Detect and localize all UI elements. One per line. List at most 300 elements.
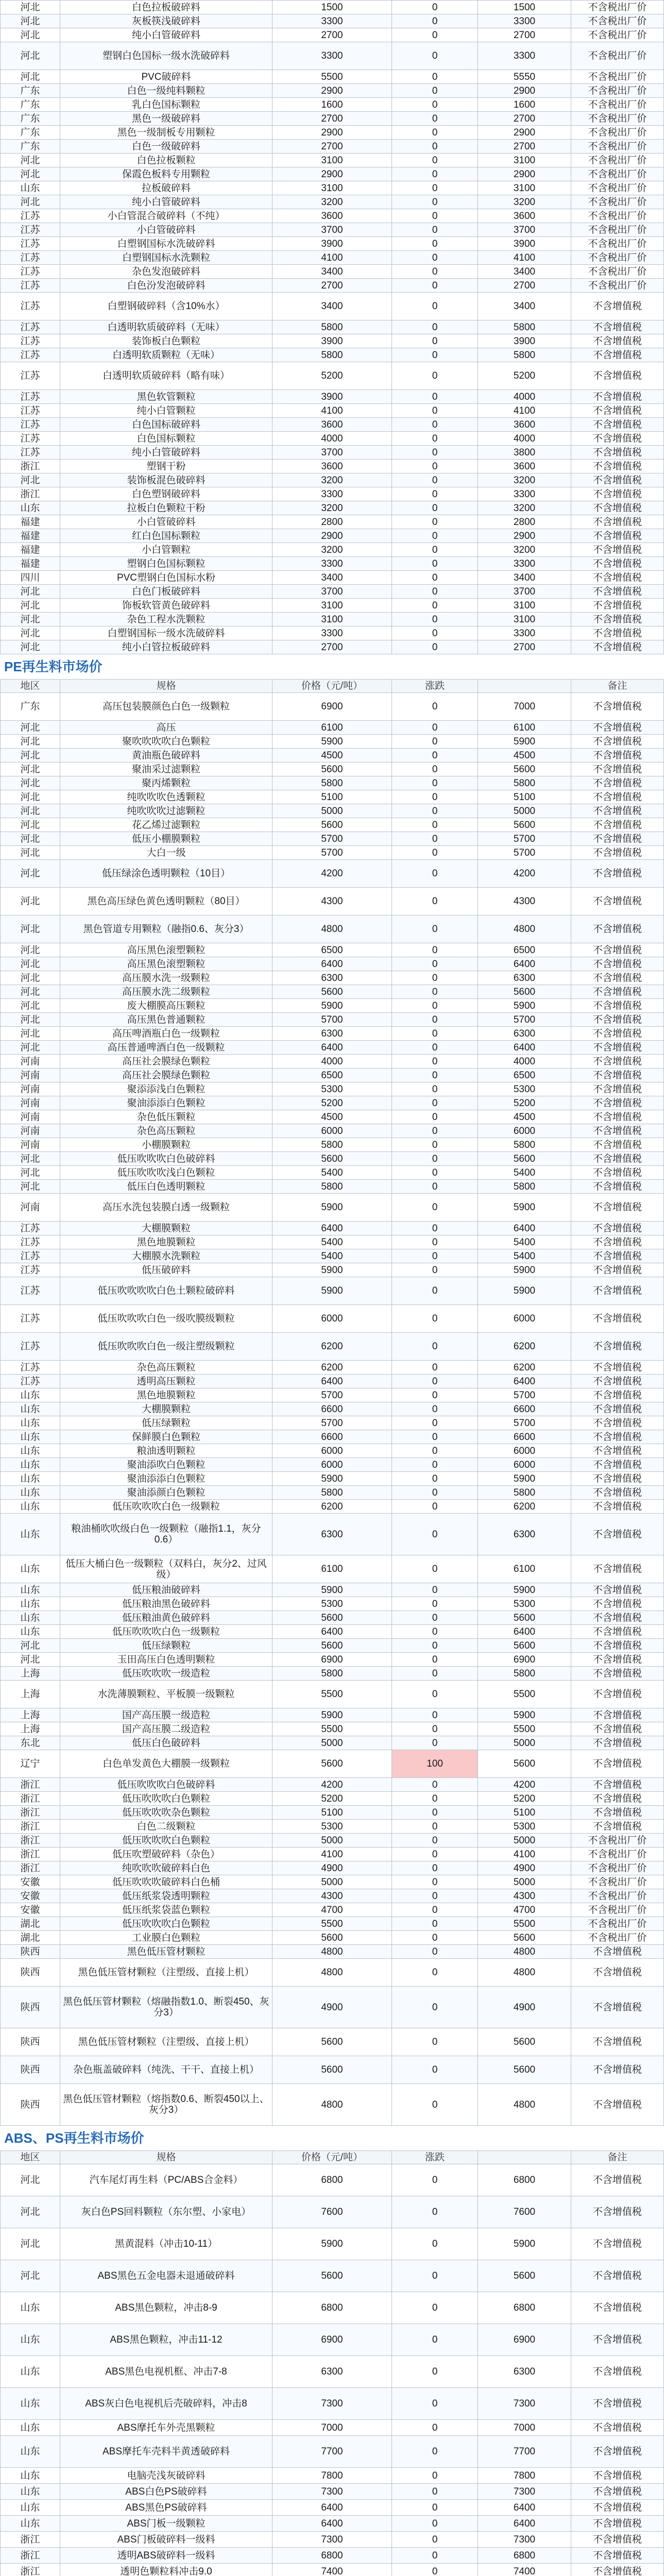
cell-price: 6200 <box>273 1361 392 1375</box>
cell-change: 0 <box>391 2420 478 2436</box>
cell-spec: 杂色瓶盖破碎料（纯洗、干干、直接上机） <box>60 2056 272 2084</box>
table-row <box>1 1945 664 1959</box>
cell-remark: 不含增值税 <box>571 1444 663 1458</box>
cell-price-prev: 3700 <box>478 223 571 237</box>
cell-price: 5100 <box>273 790 392 804</box>
cell-price: 2700 <box>273 279 392 293</box>
table-row <box>1 790 664 804</box>
cell-region: 河北 <box>1 585 60 599</box>
cell-price: 3300 <box>273 557 392 571</box>
cell-spec: 高压膜水洗二级颗粒 <box>60 985 272 999</box>
cell-remark: 不含增值税 <box>571 1222 663 1235</box>
table-row <box>1 1263 664 1277</box>
cell-price-prev: 5400 <box>478 1249 571 1263</box>
table-row <box>1 223 664 237</box>
cell-price-prev: 5600 <box>478 1639 571 1653</box>
cell-price-prev: 5600 <box>478 818 571 832</box>
cell-change: 0 <box>391 846 478 860</box>
cell-price: 2900 <box>273 167 392 181</box>
cell-change: 0 <box>391 735 478 749</box>
cell-remark: 不含增值税 <box>571 693 663 721</box>
cell-change: 0 <box>391 1027 478 1041</box>
cell-region: 浙江 <box>1 1861 60 1875</box>
cell-price-prev: 5550 <box>478 70 571 84</box>
cell-remark: 不含增值税 <box>571 1667 663 1681</box>
cell-region: 河南 <box>1 1096 60 1110</box>
cell-spec: ABS黑色颗粒，冲击11-12 <box>60 2324 272 2356</box>
cell-price: 6400 <box>273 1041 392 1055</box>
cell-price-prev: 6600 <box>478 1430 571 1444</box>
cell-remark: 不含增值税 <box>571 1138 663 1152</box>
cell-price: 3600 <box>273 418 392 432</box>
cell-remark: 不含税出厂价 <box>571 181 663 195</box>
cell-spec: 灰板筷浅破碎料 <box>60 14 272 28</box>
cell-price-prev: 2800 <box>478 515 571 529</box>
cell-price-prev: 4000 <box>478 1055 571 1069</box>
cell-change: 0 <box>391 1444 478 1458</box>
cell-change: 0 <box>391 1096 478 1110</box>
table-row <box>1 846 664 860</box>
cell-remark: 不含增值税 <box>571 846 663 860</box>
cell-price-prev: 4900 <box>478 1987 571 2028</box>
cell-price: 3900 <box>273 334 392 348</box>
cell-price: 4100 <box>273 251 392 265</box>
cell-price: 5200 <box>273 1792 392 1806</box>
cell-region: 浙江 <box>1 460 60 473</box>
table-row <box>1 28 664 42</box>
table-row <box>1 1555 664 1583</box>
cell-change: 0 <box>391 888 478 916</box>
cell-change: 0 <box>391 237 478 251</box>
cell-price: 5900 <box>273 1194 392 1222</box>
table-row <box>1 501 664 515</box>
cell-price-prev: 3300 <box>478 487 571 501</box>
table-row <box>1 1875 664 1889</box>
cell-spec: 黑色低压管材颗粒 <box>60 1945 272 1959</box>
table-row <box>1 693 664 721</box>
cell-change: 0 <box>391 804 478 818</box>
cell-price-prev: 3600 <box>478 209 571 223</box>
cell-price: 5900 <box>273 1472 392 1486</box>
cell-spec: 小白管颗粒 <box>60 543 272 557</box>
cell-spec: 低压纸浆袋蓝色颗粒 <box>60 1903 272 1917</box>
cell-change: 0 <box>391 1055 478 1069</box>
table-row <box>1 999 664 1013</box>
table-row <box>1 1625 664 1639</box>
cell-remark: 不含增值税 <box>571 1653 663 1667</box>
cell-remark: 不含增值税 <box>571 626 663 640</box>
cell-price: 4100 <box>273 1848 392 1861</box>
cell-price: 5900 <box>273 999 392 1013</box>
cell-remark: 不含增值税 <box>571 971 663 985</box>
cell-region: 江苏 <box>1 446 60 460</box>
table-row <box>1 167 664 181</box>
cell-change: 0 <box>391 1708 478 1722</box>
header-remark: 备注 <box>571 680 663 693</box>
cell-remark: 不含增值税 <box>571 2500 663 2516</box>
cell-price: 4300 <box>273 1889 392 1903</box>
cell-price-prev: 5900 <box>478 999 571 1013</box>
cell-spec: 低压纸浆袋透明颗粒 <box>60 1889 272 1903</box>
cell-change: 0 <box>391 1987 478 2028</box>
cell-price-prev: 4100 <box>478 1848 571 1861</box>
cell-price-prev: 7600 <box>478 2196 571 2228</box>
cell-region: 福建 <box>1 543 60 557</box>
cell-spec: 低压白色透明颗粒 <box>60 1180 272 1194</box>
cell-spec: 乳白色国标颗粒 <box>60 98 272 112</box>
cell-change: 0 <box>391 1235 478 1249</box>
cell-change: 0 <box>391 1 478 14</box>
table-row <box>1 776 664 790</box>
cell-price: 4200 <box>273 860 392 888</box>
cell-region: 上海 <box>1 1708 60 1722</box>
cell-remark: 不含增值税 <box>571 2564 663 2576</box>
table-row <box>1 2420 664 2436</box>
cell-spec: 透明高压颗粒 <box>60 1375 272 1388</box>
cell-spec: 低压吹吹吹白色一级颗粒 <box>60 1500 272 1514</box>
cell-region: 河北 <box>1 1013 60 1027</box>
cell-price: 6900 <box>273 693 392 721</box>
cell-spec: 高压黑色滚塑颗粒 <box>60 943 272 957</box>
table-row <box>1 362 664 390</box>
cell-remark: 不含增值税 <box>571 2532 663 2548</box>
cell-region: 江苏 <box>1 1263 60 1277</box>
cell-region: 河北 <box>1 776 60 790</box>
cell-region: 江苏 <box>1 223 60 237</box>
cell-spec: 国产高压膜二级造粒 <box>60 1722 272 1736</box>
cell-price-prev: 5700 <box>478 1013 571 1027</box>
cell-region: 河北 <box>1 1166 60 1180</box>
cell-remark: 不含税出厂价 <box>571 1931 663 1945</box>
cell-price: 5400 <box>273 1249 392 1263</box>
cell-region: 河北 <box>1 860 60 888</box>
cell-remark: 不含税出厂价 <box>571 265 663 279</box>
cell-spec: 低压绿涂色透明颗粒（10目） <box>60 860 272 888</box>
cell-price: 6800 <box>273 2292 392 2324</box>
cell-change: 0 <box>391 971 478 985</box>
cell-change: 0 <box>391 1861 478 1875</box>
cell-price: 5700 <box>273 1388 392 1402</box>
table-row <box>1 762 664 776</box>
cell-remark: 不含税出厂价 <box>571 279 663 293</box>
cell-remark: 不含增值税 <box>571 1277 663 1305</box>
cell-change: 0 <box>391 1834 478 1848</box>
cell-spec: 白色国标破碎料 <box>60 418 272 432</box>
cell-spec: 黑色地膜颗粒 <box>60 1388 272 1402</box>
cell-price: 6000 <box>273 1305 392 1333</box>
cell-remark: 不含增值税 <box>571 2164 663 2196</box>
table-row <box>1 1736 664 1750</box>
cell-remark: 不含增值税 <box>571 1013 663 1027</box>
cell-change: 0 <box>391 1402 478 1416</box>
cell-price: 5600 <box>273 2260 392 2292</box>
header-price-prev <box>478 680 571 693</box>
table-row <box>1 2532 664 2548</box>
cell-remark: 不含增值税 <box>571 721 663 735</box>
cell-spec: 拉板白色颗粒干粉 <box>60 501 272 515</box>
cell-price-prev: 4800 <box>478 1945 571 1959</box>
cell-region: 江苏 <box>1 279 60 293</box>
cell-price-prev: 7300 <box>478 2388 571 2420</box>
cell-region: 广东 <box>1 140 60 154</box>
cell-price-prev: 6100 <box>478 1555 571 1583</box>
cell-region: 河南 <box>1 1194 60 1222</box>
cell-price-prev: 2900 <box>478 84 571 98</box>
cell-region: 河北 <box>1 846 60 860</box>
cell-price: 3300 <box>273 487 392 501</box>
table-row <box>1 971 664 985</box>
cell-spec: 低压吹吹吹白色破碎料 <box>60 1152 272 1166</box>
cell-region: 江苏 <box>1 334 60 348</box>
cell-price-prev: 4200 <box>478 1778 571 1792</box>
cell-price: 3900 <box>273 390 392 404</box>
cell-spec: 纯小白管拉板破碎料 <box>60 640 272 654</box>
cell-region: 江苏 <box>1 1222 60 1235</box>
cell-spec: 花乙烯过滤颗粒 <box>60 818 272 832</box>
cell-price-prev: 3100 <box>478 599 571 613</box>
cell-price: 5800 <box>273 348 392 362</box>
cell-change: 0 <box>391 1375 478 1388</box>
cell-remark: 不含增值税 <box>571 293 663 320</box>
table-row <box>1 1180 664 1194</box>
cell-change: 0 <box>391 1722 478 1736</box>
cell-price: 5600 <box>273 985 392 999</box>
cell-price: 5900 <box>273 1263 392 1277</box>
cell-spec: 低压吹吹吹白色破碎料 <box>60 1778 272 1792</box>
cell-change: 0 <box>391 460 478 473</box>
cell-spec: 低压吹吹吹白色颗粒 <box>60 1792 272 1806</box>
table-row <box>1 84 664 98</box>
cell-price: 6400 <box>273 1222 392 1235</box>
cell-price-prev: 2900 <box>478 126 571 140</box>
cell-price: 6600 <box>273 1402 392 1416</box>
cell-price-prev: 5600 <box>478 762 571 776</box>
cell-spec: 杂色发泡破碎料 <box>60 265 272 279</box>
cell-price: 4800 <box>273 916 392 943</box>
cell-remark: 不含增值税 <box>571 1792 663 1806</box>
table-row <box>1 1820 664 1834</box>
cell-price: 4000 <box>273 1055 392 1069</box>
cell-price-prev: 6800 <box>478 2292 571 2324</box>
cell-remark: 不含增值税 <box>571 1041 663 1055</box>
cell-region: 河北 <box>1 888 60 916</box>
cell-remark: 不含增值税 <box>571 585 663 599</box>
cell-change: 0 <box>391 320 478 334</box>
cell-price: 4000 <box>273 432 392 446</box>
cell-spec: 白色汾发泡破碎料 <box>60 279 272 293</box>
cell-remark: 不含增值税 <box>571 2056 663 2084</box>
cell-change: 0 <box>391 1667 478 1681</box>
cell-region: 江苏 <box>1 209 60 223</box>
cell-spec: 白透明软质破碎料（略有味） <box>60 362 272 390</box>
cell-price-prev: 6900 <box>478 1653 571 1667</box>
table-row <box>1 1500 664 1514</box>
cell-change: 0 <box>391 762 478 776</box>
cell-region: 浙江 <box>1 487 60 501</box>
table-row <box>1 2484 664 2500</box>
cell-price-prev: 5200 <box>478 1096 571 1110</box>
cell-remark: 不含增值税 <box>571 446 663 460</box>
cell-price: 3400 <box>273 571 392 585</box>
cell-spec: 水洗薄膜颗粒、平板膜一级颗粒 <box>60 1681 272 1708</box>
cell-region: 河北 <box>1 790 60 804</box>
cell-change: 0 <box>391 362 478 390</box>
cell-change: 0 <box>391 432 478 446</box>
cell-region: 河北 <box>1 2228 60 2260</box>
table-row <box>1 265 664 279</box>
cell-price: 6300 <box>273 1514 392 1555</box>
cell-remark: 不含增值税 <box>571 2548 663 2564</box>
cell-price: 5800 <box>273 1486 392 1500</box>
cell-change: 0 <box>391 2056 478 2084</box>
cell-change: 0 <box>391 28 478 42</box>
cell-region: 四川 <box>1 571 60 585</box>
table-row <box>1 154 664 167</box>
cell-price: 5500 <box>273 1917 392 1931</box>
cell-change: 0 <box>391 209 478 223</box>
cell-remark: 不含增值税 <box>571 1180 663 1194</box>
cell-region: 河北 <box>1 599 60 613</box>
cell-region: 山东 <box>1 501 60 515</box>
cell-spec: 纯吹吹吹破碎料白色 <box>60 1861 272 1875</box>
cell-spec: 白塑钢国标一级水洗破碎料 <box>60 626 272 640</box>
cell-region: 河北 <box>1 721 60 735</box>
cell-spec: 粮油透明颗粒 <box>60 1444 272 1458</box>
cell-region: 福建 <box>1 529 60 543</box>
cell-price-prev: 3200 <box>478 473 571 487</box>
cell-price: 2900 <box>273 529 392 543</box>
cell-region: 江苏 <box>1 432 60 446</box>
cell-spec: 拉板破碎料 <box>60 181 272 195</box>
cell-price-prev: 3100 <box>478 181 571 195</box>
cell-region: 河北 <box>1 1041 60 1055</box>
cell-region: 河北 <box>1 762 60 776</box>
cell-remark: 不含增值税 <box>571 1583 663 1597</box>
cell-price-prev: 4800 <box>478 916 571 943</box>
cell-spec: 纯小白管破碎料 <box>60 28 272 42</box>
cell-region: 河北 <box>1 14 60 28</box>
cell-change: 0 <box>391 1305 478 1333</box>
cell-change: 0 <box>391 2228 478 2260</box>
cell-region: 江苏 <box>1 390 60 404</box>
cell-remark: 不含增值税 <box>571 1082 663 1096</box>
cell-region: 江苏 <box>1 1305 60 1333</box>
cell-spec: 白色二级颗粒 <box>60 1820 272 1834</box>
cell-change: 0 <box>391 112 478 126</box>
header-price: 价格（元/吨） <box>273 2151 392 2164</box>
cell-price: 4800 <box>273 1945 392 1959</box>
cell-region: 江苏 <box>1 1375 60 1388</box>
table-row <box>1 1486 664 1500</box>
cell-remark: 不含增值税 <box>571 999 663 1013</box>
cell-change: 0 <box>391 529 478 543</box>
table-row <box>1 1305 664 1333</box>
cell-price: 5700 <box>273 1416 392 1430</box>
cell-region: 河北 <box>1 195 60 209</box>
cell-region: 河北 <box>1 626 60 640</box>
cell-price: 3300 <box>273 14 392 28</box>
cell-price-prev: 4700 <box>478 1903 571 1917</box>
cell-remark: 不含增值税 <box>571 557 663 571</box>
cell-spec: 低压吹塑破碎料（杂色） <box>60 1848 272 1861</box>
cell-remark: 不含增值税 <box>571 1235 663 1249</box>
cell-remark: 不含增值税 <box>571 860 663 888</box>
table-row <box>1 2164 664 2196</box>
cell-remark: 不含增值税 <box>571 1987 663 2028</box>
cell-price-prev: 3300 <box>478 14 571 28</box>
cell-change: 0 <box>391 1625 478 1639</box>
table-row <box>1 140 664 154</box>
cell-price-prev: 3300 <box>478 42 571 70</box>
table-row <box>1 1903 664 1917</box>
cell-spec: 白色塑钢破碎料 <box>60 487 272 501</box>
cell-region: 河北 <box>1 2260 60 2292</box>
cell-price-prev: 3200 <box>478 501 571 515</box>
cell-price-prev: 6400 <box>478 2516 571 2532</box>
cell-change: 0 <box>391 2260 478 2292</box>
cell-price: 7000 <box>273 2420 392 2436</box>
table-row <box>1 1361 664 1375</box>
table-row <box>1 2388 664 2420</box>
cell-price-prev: 5200 <box>478 1792 571 1806</box>
cell-price: 3200 <box>273 195 392 209</box>
cell-region: 河南 <box>1 1082 60 1096</box>
cell-price: 5900 <box>273 1583 392 1597</box>
cell-spec: 白塑钢国标水洗颗粒 <box>60 251 272 265</box>
cell-change: 0 <box>391 1486 478 1500</box>
cell-region: 河北 <box>1 749 60 762</box>
cell-spec: 饰板软管黄色破碎料 <box>60 599 272 613</box>
cell-remark: 不含增值税 <box>571 790 663 804</box>
cell-change: 0 <box>391 98 478 112</box>
cell-price: 5300 <box>273 1082 392 1096</box>
cell-price-prev: 4200 <box>478 860 571 888</box>
cell-spec: 聚油添添白色颗粒 <box>60 1472 272 1486</box>
table-row <box>1 1792 664 1806</box>
table-row <box>1 14 664 28</box>
cell-spec: 白色拉板破碎料 <box>60 1 272 14</box>
cell-price-prev: 4000 <box>478 390 571 404</box>
table-row <box>1 613 664 626</box>
cell-region: 山东 <box>1 1500 60 1514</box>
cell-price: 5600 <box>273 818 392 832</box>
cell-price-prev: 5800 <box>478 348 571 362</box>
cell-price: 5500 <box>273 70 392 84</box>
cell-change: 0 <box>391 571 478 585</box>
cell-change: 0 <box>391 2548 478 2564</box>
cell-change: 0 <box>391 1848 478 1861</box>
table-row <box>1 460 664 473</box>
cell-price-prev: 5000 <box>478 804 571 818</box>
cell-change: 0 <box>391 293 478 320</box>
cell-spec: ABS门板破碎料一级料 <box>60 2532 272 2548</box>
table-row <box>1 1277 664 1305</box>
cell-region: 河北 <box>1 735 60 749</box>
table-row <box>1 1124 664 1138</box>
table-row <box>1 1388 664 1402</box>
cell-spec: 低压白色破碎料 <box>60 1736 272 1750</box>
cell-price: 5300 <box>273 1820 392 1834</box>
table-row <box>1 1222 664 1235</box>
cell-spec: 黑色地膜颗粒 <box>60 1235 272 1249</box>
table-row <box>1 1166 664 1180</box>
cell-price: 5800 <box>273 776 392 790</box>
table-row <box>1 1082 664 1096</box>
cell-spec: 大白一级 <box>60 846 272 860</box>
table-row <box>1 2564 664 2576</box>
cell-spec: 大棚膜颗粒 <box>60 1402 272 1416</box>
cell-remark: 不含增值税 <box>571 1375 663 1388</box>
